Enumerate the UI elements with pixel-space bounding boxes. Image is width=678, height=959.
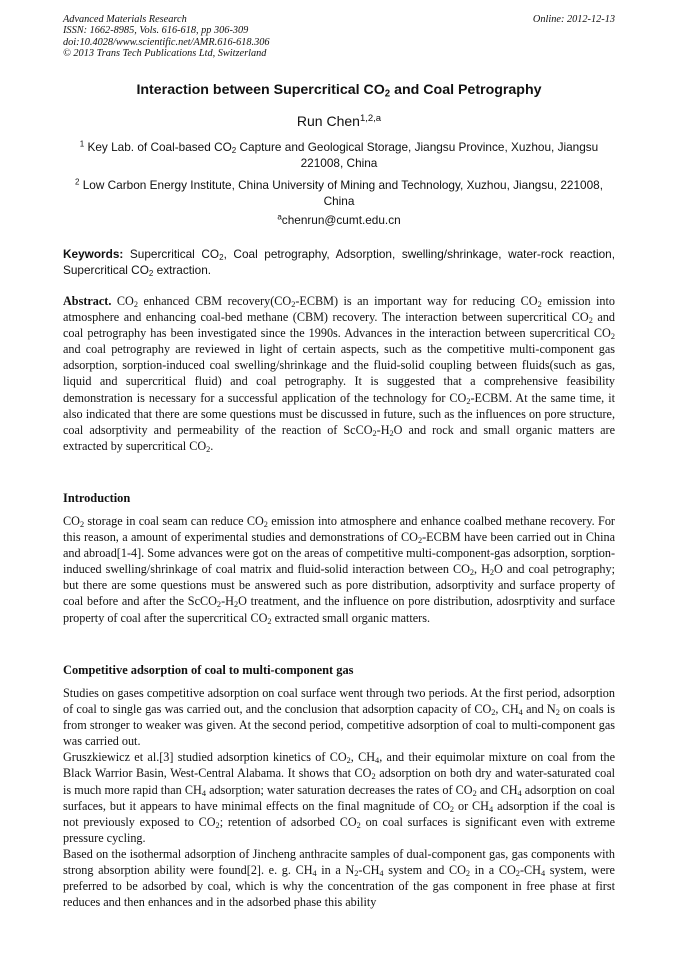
- paragraph: Studies on gases competitive adsorption on coal surface went through two periods. At the first period, adsorption of coal to single gas was carried out, and the conclusion that adsorption capacity of $CO_2$, $CH_4$ and $N_2$ on coals is from stronger to weaker was given. At the second period, competitive adsorption of coal to multi-component gas was carried out.: [63, 686, 616, 749]
- paper-title: Interaction between Supercritical $CO_2$ and Coal Petrography: [136, 82, 542, 100]
- copyright-line: © 2013 Trans Tech Publications Ltd, Switzerland: [63, 48, 267, 60]
- keywords-label: Keywords:: [63, 247, 124, 261]
- journal-header: [63, 14, 615, 60]
- author-email: $^a$chenrun@cumt.edu.cn: [277, 212, 401, 227]
- journal-name: Advanced Materials Research: [63, 14, 187, 25]
- affiliation-1: $^1$ Key Lab. of Coal-based $CO_2$ Capture and Geological Storage, Jiangsu Province, Xuzhou, Jiangsu 221008, China: [79, 139, 599, 170]
- abstract-label: Abstract.: [63, 294, 112, 308]
- paragraph: Gruszkiewicz et al.[3] studied adsorption kinetics of $CO_2$, $CH_4$, and their equimolar mixture on coal from the Black Warrior Basin, West-Central Alabama. It shows that $CO_2$ adsorption on both dry and water-saturated coal is much more rapid than $CH_4$ adsorption; water saturation decreases the rates of $CO_2$ and $CH_4$ adsorption on coal surfaces, but it appears to have minimal effects on the final magnitude of $CO_2$ or $CH_4$ adsorption if the coal is not previously exposed to $CO_2$; retention of adsorbed $CO_2$ on coal surfaces is significant even with extreme pressure cycling.: [63, 750, 616, 845]
- competitive-adsorption-heading: Competitive adsorption of coal to multi-component gas: [63, 663, 354, 677]
- introduction-heading: Introduction: [63, 491, 131, 505]
- author-affiliation-marks: 1,2,a: [359, 112, 382, 124]
- competitive-adsorption-text: [63, 685, 615, 910]
- introduction-paragraph: $CO_2$ storage in coal seam can reduce $CO_2$ emission into atmosphere and enhance coalbed methane recovery. For this reason, a amount of experimental studies and demonstrations of $CO_2$-ECBM have been carried out in China and abroad[1-4]. Some advances were got on the areas of competitive multi-component-gas adsorption, sorption-induced swelling/shrinkage of coal matrix and fluid-solid interaction between $CO_2$, $H_2O$ and coal petrography; but there are some questions must be answered such as pore distribution, adsorptivity and surface property of coal before and after the $ScCO_2-H_2O$ treatment, and the influence on pore distribution, adosrptivity and surface property of coal after the supercritical $CO_2$ extracted small organic matters.: [63, 514, 616, 626]
- affiliation-2: $^2$ Low Carbon Energy Institute, China University of Mining and Technology, Xuzhou, Jiangsu, 221008, China: [75, 177, 603, 208]
- author-name: Run Chen: [296, 113, 360, 129]
- keywords: Keywords: Supercritical $CO_2$, Coal petrography, Adsorption, swelling/shrinkage, water-rock reaction, Supercritical $CO_2$ extraction.: [63, 247, 615, 279]
- paragraph: Based on the isothermal adsorption of Jincheng anthracite samples of dual-component gas, gas components with strong absorption ability were found[2]. e. g. $CH_4$ in a $N_2-CH_4$ system and $CO_2$ in a $CO_2-CH_4$ system, were preferred to be adsorbed by coal, which is why the concentration of the gas component in free phase at first reduces and then enhances and in the adsorbed phase this ability: [63, 846, 615, 910]
- online-date: Online: 2012-12-13: [532, 14, 615, 25]
- author-line: [63, 113, 615, 129]
- issn-line: ISSN: 1662-8985, Vols. 616-618, pp 306-309: [63, 25, 249, 37]
- abstract: Abstract. $CO_2$ enhanced CBM $recovery(CO_2-ECBM)$ is an important way for reducing $CO_2$ emission into atmosphere and enhancing coal-bed methane (CBM) recovery. The interaction between supercritical $CO_2$ and coal petrography has been investigated since the 1990s. Advances in the interaction between supercritical $CO_2$ and coal petrography are reviewed in light of certain aspects, such as the competitive multi-component gas adsorption, sorption-induced coal swelling/shrinkage and the fluid-solid coupling between fluids(such as gas, liquid and supercritical fluid) and coal petrography. It is suggested that a comprehensive feasibility demonstration is necessary for a successful application of the technology for $CO_2$-ECBM. At the same time, it also indicated that there are some questions must be discussed in future, such as the influences on pore structure, coal adsorptivity and permeability of the reaction of $ScCO_2-H_2O$ and rock and small organic matters are extracted by supercritical $CO_2$.: [63, 294, 616, 454]
- doi-line: doi:10.4028/www.scientific.net/AMR.616-618.306: [63, 36, 270, 48]
